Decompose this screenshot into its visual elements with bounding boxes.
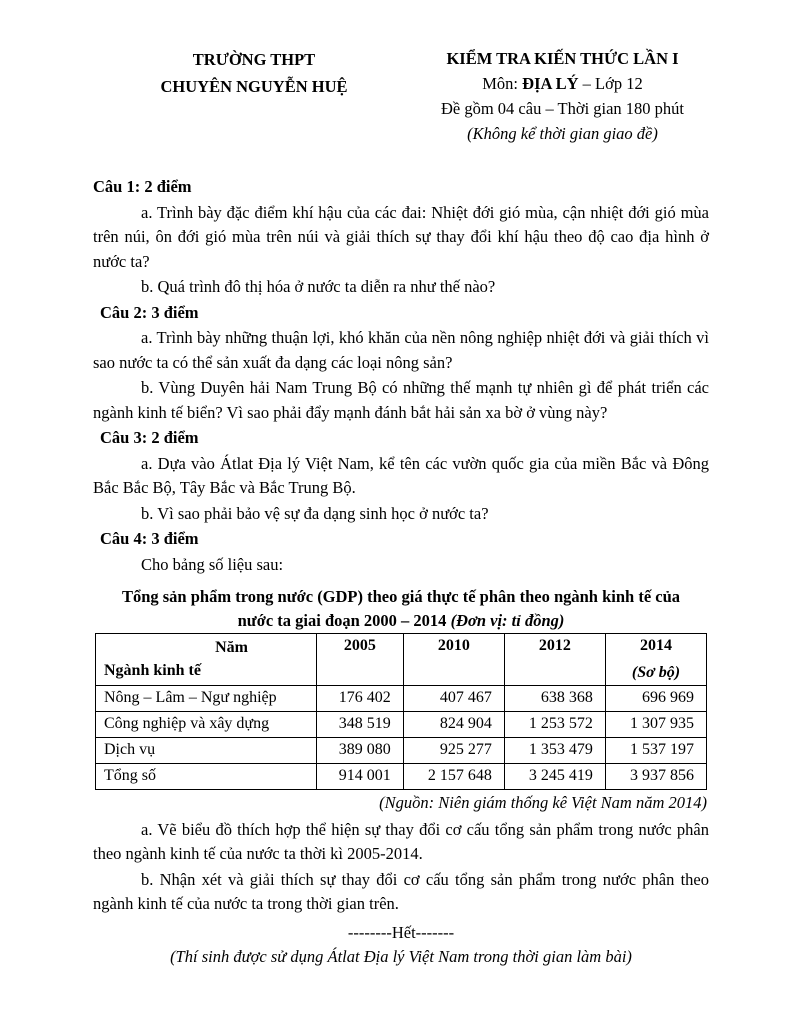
table-cell: 1 253 572: [504, 712, 605, 738]
table-source: (Nguồn: Niên giám thống kê Việt Nam năm 2014): [379, 793, 707, 812]
table-row: [96, 686, 707, 712]
table-corner-cell: [96, 634, 317, 686]
row-label: Nông – Lâm – Ngư nghiệp: [96, 686, 317, 712]
table-cell: 3 937 856: [605, 764, 706, 790]
row-label: Dịch vụ: [96, 738, 317, 764]
table-cell: 3 245 419: [504, 764, 605, 790]
question-4-a: a. Vẽ biểu đồ thích hợp thể hiện sự thay đổi cơ cấu tổng sản phẩm trong nước phân theo ngành kinh tế của nước ta thời kì 2005-2014.: [93, 819, 709, 863]
subject-line: [410, 71, 715, 96]
question-1-title: Câu 1: 2 điểm: [93, 177, 192, 196]
table-cell: 824 904: [403, 712, 504, 738]
footer-note: (Thí sinh được sử dụng Átlat Địa lý Việt Nam trong thời gian làm bài): [170, 947, 632, 966]
corner-sector-label: Ngành kinh tế: [104, 661, 201, 679]
table-cell: 407 467: [403, 686, 504, 712]
subject-prefix: Môn:: [482, 74, 523, 93]
row-label: Tổng số: [96, 764, 317, 790]
table-cell: 176 402: [317, 686, 404, 712]
exam-body: [93, 174, 709, 970]
exam-info: Đề gồm 04 câu – Thời gian 180 phút: [440, 99, 685, 118]
school-header: [140, 46, 368, 100]
question-2-a: a. Trình bày những thuận lợi, khó khăn của nền nông nghiệp nhiệt đới và giải thích vì sao nước ta có thể sản xuất đa dạng các loại nông sản?: [93, 328, 709, 372]
question-1-a: a. Trình bày đặc điểm khí hậu của các đai: Nhiệt đới gió mùa, cận nhiệt đới gió mùa trên núi, ôn đới gió mùa trên núi và giải thích sự thay đổi khí hậu theo độ cao địa hình ở nước ta?: [93, 202, 709, 271]
exam-note: (Không kể thời gian giao đề): [467, 124, 658, 143]
corner-year-label: Năm: [215, 639, 248, 656]
year-header: 2012: [504, 634, 605, 686]
table-row: [96, 764, 707, 790]
question-4-b: b. Nhận xét và giải thích sự thay đổi cơ cấu tổng sản phẩm trong nước phân theo ngành kinh tế của nước ta trong thời gian trên.: [93, 869, 709, 913]
table-cell: 348 519: [317, 712, 404, 738]
exam-title: KIỂM TRA KIẾN THỨC LẦN I: [446, 49, 679, 68]
table-row: [96, 738, 707, 764]
year-header-note: (Sơ bộ): [631, 663, 681, 681]
gdp-table: [95, 633, 707, 790]
question-2-b: b. Vùng Duyên hải Nam Trung Bộ có những thế mạnh tự nhiên gì để phát triển các ngành kinh tế biển? Vì sao phải đẩy mạnh đánh bắt hải sản xa bờ ở vùng này?: [93, 378, 709, 422]
end-marker: --------Hết-------: [347, 922, 455, 942]
table-title-line-1: Tổng sản phẩm trong nước (GDP) theo giá thực tế phân theo ngành kinh tế của: [121, 587, 681, 606]
table-unit: (Đơn vị: tỉ đồng): [450, 611, 565, 630]
table-cell: 1 537 197: [605, 738, 706, 764]
table-title-line-2: [93, 609, 709, 633]
question-3-title: Câu 3: 2 điểm: [100, 428, 199, 447]
table-row: [96, 712, 707, 738]
question-2-title: Câu 2: 3 điểm: [100, 302, 199, 322]
table-cell: 696 969: [605, 686, 706, 712]
table-header-row: [96, 634, 707, 686]
table-cell: 914 001: [317, 764, 404, 790]
table-cell: 638 368: [504, 686, 605, 712]
question-4-intro: Cho bảng số liệu sau:: [141, 554, 284, 574]
question-3-b: b. Vì sao phải bảo vệ sự đa dạng sinh học ở nước ta?: [141, 503, 489, 523]
school-line-2: CHUYÊN NGUYỄN HUỆ: [160, 77, 348, 96]
table-title: [93, 585, 709, 633]
question-3-a: a. Dựa vào Átlat Địa lý Việt Nam, kể tên các vườn quốc gia của miền Bắc và Đông Bắc Bắc Bộ, Tây Bắc và Bắc Trung Bộ.: [93, 453, 709, 497]
row-label: Công nghiệp và xây dựng: [96, 712, 317, 738]
question-1-b: b. Quá trình đô thị hóa ở nước ta diễn ra như thế nào?: [141, 277, 496, 296]
year-header: [605, 634, 706, 686]
table-cell: 389 080: [317, 738, 404, 764]
subject-name: ĐỊA LÝ: [522, 74, 579, 93]
table-cell: 1 353 479: [504, 738, 605, 764]
table-cell: 1 307 935: [605, 712, 706, 738]
school-line-1: TRƯỜNG THPT: [192, 50, 316, 69]
year-header: 2010: [403, 634, 504, 686]
table-cell: 2 157 648: [403, 764, 504, 790]
question-4-title: Câu 4: 3 điểm: [100, 529, 199, 548]
table-title-text: nước ta giai đoạn 2000 – 2014: [237, 611, 451, 630]
table-cell: 925 277: [403, 738, 504, 764]
subject-suffix: – Lớp 12: [578, 74, 643, 93]
exam-header: [410, 46, 715, 146]
year-header: 2005: [317, 634, 404, 686]
year-header-text: 2014: [639, 637, 672, 654]
